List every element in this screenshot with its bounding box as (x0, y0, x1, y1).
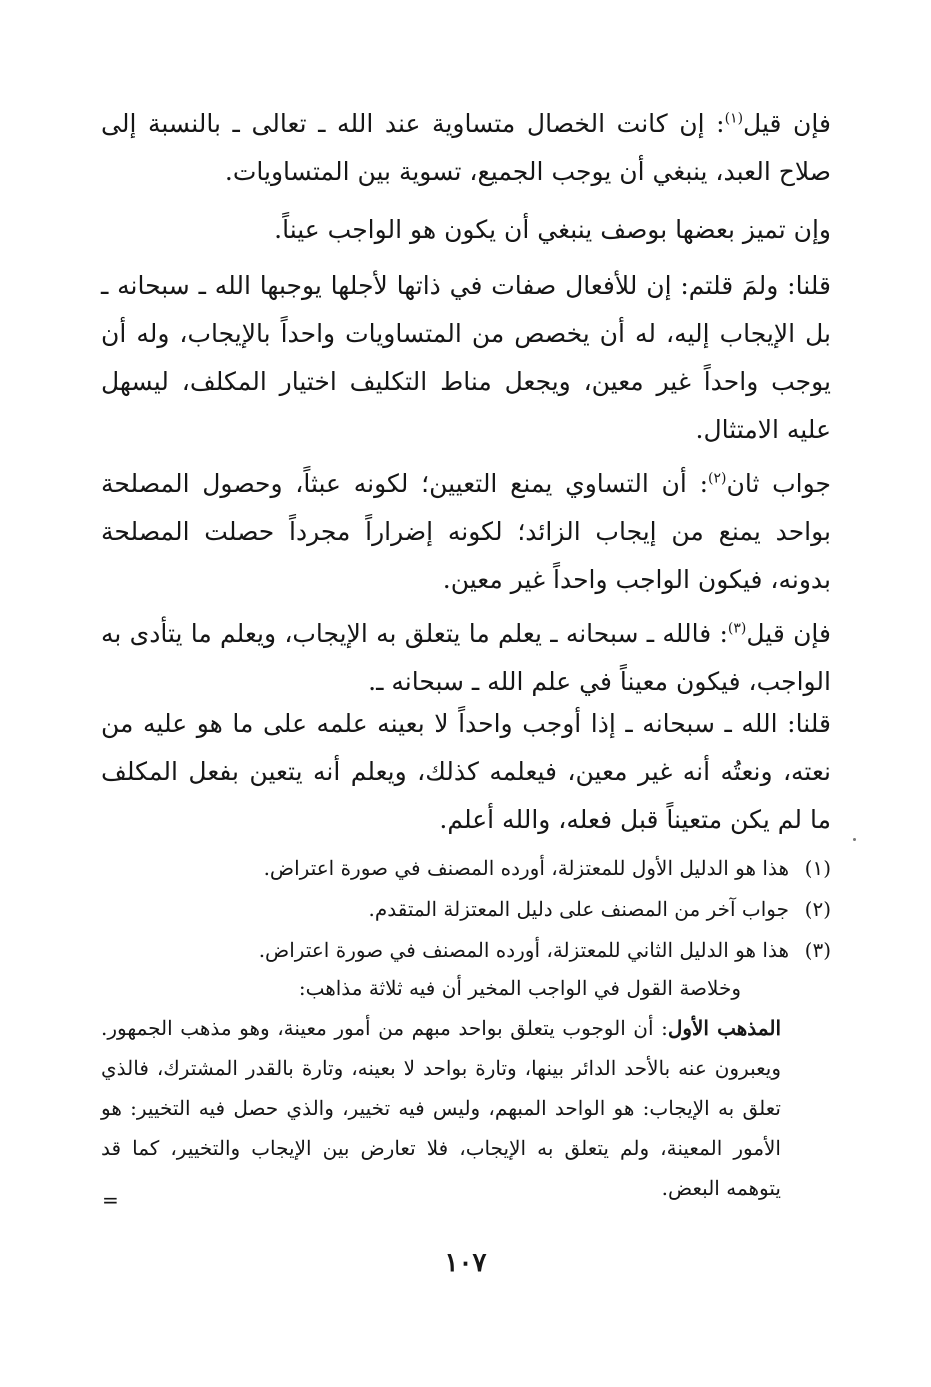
footnote-ref-3[interactable]: (٣) (727, 620, 747, 637)
paragraph-text: : فالله ـ سبحانه ـ يعلم ما يتعلق به الإيجاب، ويعلم ما يتأدى به الواجب، فيكون معيناً في علم الله ـ سبحانه ـ. (101, 619, 831, 696)
paragraph-6 (101, 700, 831, 844)
summary-section (101, 968, 782, 1212)
continuation-mark: = (102, 1188, 119, 1212)
footnote-ref-1[interactable]: (١) (724, 110, 744, 127)
footnote-number: (٢) (804, 897, 831, 921)
footnote-3 (101, 930, 831, 971)
paragraph-lead: فإن قيل (746, 619, 831, 648)
paragraph-4 (101, 460, 831, 604)
paragraph-3 (101, 262, 831, 454)
footnote-number: (٣) (804, 938, 831, 962)
footnote-text: هذا هو الدليل الأول للمعتزلة، أورده المصنف في صورة اعتراض. (263, 856, 789, 880)
margin-dot (853, 838, 856, 841)
summary-body (101, 1008, 782, 1212)
paragraph-lead: قلنا (795, 271, 831, 300)
paragraph-5 (101, 610, 831, 706)
paragraph-lead: قلنا (795, 709, 831, 738)
paragraph-1 (101, 100, 831, 196)
paragraph-2 (101, 206, 831, 254)
paragraph-text: وإن تميز بعضها بوصف ينبغي أن يكون هو الواجب عيناً. (274, 215, 831, 244)
summary-label: المذهب الأول (667, 1016, 782, 1040)
summary-text: : أن الوجوب يتعلق بواحد مبهم من أمور معينة، وهو مذهب الجمهور. ويعبرون عنه بالأحد الدائر بينها، وتارة بواحد لا بعينه، وتارة بالقدر المشترك، فالذي تعلق به الإيجاب: هو الواحد المبهم، وليس فيه تخيير، والذي حصل فيه التخيير: هو الأمور المعينة، ولم يتعلق به الإيجاب، فلا تعارض بين الإيجاب والتخيير، كما قد يتوهمه البعض. (101, 1016, 781, 1200)
footnote-text: جواب آخر من المصنف على دليل المعتزلة المتقدم. (368, 897, 789, 921)
footnote-number: (١) (804, 856, 831, 880)
page-number: ١٠٧ (444, 1248, 487, 1278)
paragraph-lead: جواب ثان (726, 469, 831, 498)
footnote-2 (101, 889, 831, 930)
summary-intro: وخلاصة القول في الواجب المخير أن فيه ثلاثة مذاهب: (298, 976, 741, 1000)
paragraph-text: : ولمَ قلتم: إن للأفعال صفات في ذاتها لأجلها يوجبها الله ـ سبحانه ـ بل الإيجاب إليه، له أن يخصص من المتساويات واحداً بالإيجاب، وله أن يوجب واحداً غير معين، ويجعل مناط التكليف اختيار المكلف، ليسهل عليه الامتثال. (101, 271, 831, 444)
footnotes (101, 848, 831, 971)
paragraph-text: : الله ـ سبحانه ـ إذا أوجب واحداً لا بعينه علمه على ما هو عليه من نعته، ونعتُه أنه غير معين، فيعلمه كذلك، ويعلم أنه يتعين بفعل المكلف ما لم يكن متعيناً قبل فعله، والله أعلم. (101, 709, 831, 834)
paragraph-lead: فإن قيل (743, 109, 831, 138)
footnote-1 (101, 848, 831, 889)
footnote-text: هذا هو الدليل الثاني للمعتزلة، أورده المصنف في صورة اعتراض. (258, 938, 789, 962)
paragraph-text: : إن كانت الخصال متساوية عند الله ـ تعالى ـ بالنسبة إلى صلاح العبد، ينبغي أن يوجب الجميع، تسوية بين المتساويات. (101, 109, 831, 186)
footnote-ref-2[interactable]: (٢) (708, 470, 727, 487)
paragraph-text: : أن التساوي يمنع التعيين؛ لكونه عبثاً، وحصول المصلحة بواحد يمنع من إيجاب الزائد؛ لكونه إضراراً مجرداً حصلت المصلحة بدونه، فيكون الواجب واحداً غير معين. (101, 469, 831, 594)
